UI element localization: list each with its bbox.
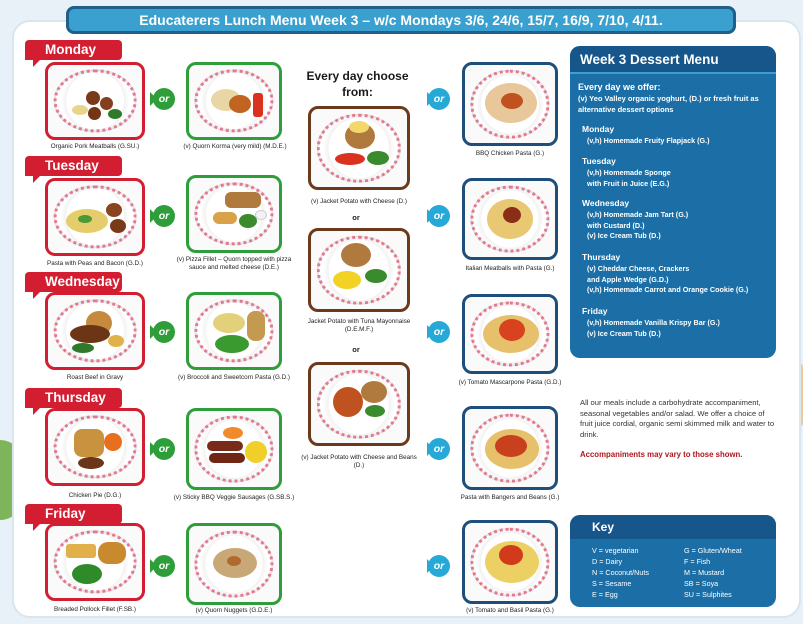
key-title: Key: [570, 515, 776, 539]
meal-caption-wednesday-pasta: (v) Tomato Mascarpone Pasta (G.D.): [458, 379, 562, 386]
meal-photo-thursday-veg: [186, 408, 282, 490]
dessert-item: (v) Cheddar Cheese, Crackers and Apple Wedge (G.D.): [587, 264, 690, 284]
day-tab-thursday: Thursday: [25, 388, 122, 408]
meal-photo-tuesday-veg: [186, 175, 282, 253]
dessert-panel: [570, 46, 776, 358]
everyday-caption-3: (v) Jacket Potato with Cheese and Beans (D.): [301, 454, 417, 469]
meal-photo-friday-veg: [186, 523, 282, 605]
meal-photo-thursday-main: [45, 408, 145, 486]
meal-photo-wednesday-main: [45, 292, 145, 370]
or-badge: or: [428, 555, 450, 577]
day-tab-wednesday: Wednesday: [25, 272, 122, 292]
dessert-day-tuesday: Tuesday: [582, 156, 616, 166]
meal-caption-monday-main: Organic Pork Meatballs (G.SU.): [50, 143, 140, 150]
meal-caption-monday-veg: (v) Quorn Korma (very mild) (M.D.E.): [183, 143, 287, 150]
day-tab-tuesday: Tuesday: [25, 156, 122, 176]
dessert-title: Week 3 Dessert Menu: [570, 46, 776, 74]
dessert-item: (v,h) Homemade Sponge with Fruit in Juice (E.G.): [587, 168, 671, 188]
key-item: G = Gluten/Wheat: [684, 546, 742, 555]
dessert-everyday-text: (v) Yeo Valley organic yoghurt, (D.) or fresh fruit as alternative dessert options: [578, 94, 759, 114]
meal-photo-wednesday-pasta: [462, 294, 558, 374]
everyday-heading: Every day choose from:: [306, 69, 409, 99]
meal-notes: All our meals include a carbohydrate accompaniment, seasonal vegetables and/or salad. We offer a choice of fruit juice cordial, organic semi skimmed milk and water to drink.: [580, 398, 775, 439]
key-item: V = vegetarian: [592, 546, 639, 555]
meal-photo-everyday-3: [308, 362, 410, 446]
meal-caption-monday-pasta: BBQ Chicken Pasta (G.): [475, 150, 545, 157]
dessert-everyday: [578, 82, 776, 115]
meal-caption-thursday-pasta: Pasta with Bangers and Beans (G.): [460, 494, 560, 501]
key-item: D = Dairy: [592, 557, 623, 566]
everyday-caption-2: Jacket Potato with Tuna Mayonnaise (D.E.M.F.): [307, 318, 411, 333]
meal-caption-tuesday-veg: (v) Pizza Fillet – Quorn topped with pizza sauce and melted cheese (D.E.): [176, 256, 292, 271]
or-badge: or: [428, 205, 450, 227]
meal-caption-friday-pasta: (v) Tomato and Basil Pasta (G.): [466, 607, 554, 614]
meal-photo-everyday-2: [308, 228, 410, 312]
day-tab-monday: Monday: [25, 40, 122, 60]
or-badge: or: [153, 88, 175, 110]
meal-photo-wednesday-veg: [186, 292, 282, 370]
meal-caption-tuesday-main: Pasta with Peas and Bacon (G.D.): [47, 260, 143, 267]
meal-caption-wednesday-main: Roast Beef in Gravy: [66, 374, 124, 381]
meal-photo-monday-pasta: [462, 62, 558, 146]
meal-caption-tuesday-pasta: Italian Meatballs with Pasta (G.): [465, 265, 555, 272]
dessert-item: (v,h) Homemade Vanilla Krispy Bar (G.): [587, 318, 720, 327]
meal-photo-thursday-pasta: [462, 406, 558, 490]
meal-photo-friday-main: [45, 523, 145, 601]
or-badge: or: [153, 438, 175, 460]
dessert-day-wednesday: Wednesday: [582, 198, 630, 208]
or-badge: or: [428, 88, 450, 110]
dessert-item: (v,h) Homemade Fruity Flapjack (G.): [587, 136, 710, 145]
or-text: or: [352, 345, 360, 354]
meal-caption-thursday-main: Chicken Pie (D.G.): [68, 492, 122, 499]
dessert-day-monday: Monday: [582, 124, 615, 134]
dessert-item: (v) Ice Cream Tub (D.): [587, 231, 661, 240]
meal-caption-thursday-veg: (v) Sticky BBQ Veggie Sausages (G.SB.S.): [173, 494, 295, 501]
day-tab-friday: Friday: [25, 504, 122, 524]
key-item: SB = Soya: [684, 579, 719, 588]
meal-caption-friday-main: Breaded Pollock Fillet (F.SB.): [54, 606, 136, 613]
meal-photo-tuesday-pasta: [462, 178, 558, 260]
or-badge: or: [153, 205, 175, 227]
key-item: SU = Sulphites: [684, 590, 732, 599]
meal-photo-monday-main: [45, 62, 145, 140]
dessert-everyday-heading: Every day we offer:: [578, 82, 661, 92]
dessert-day-friday: Friday: [582, 306, 608, 316]
key-item: N = Coconut/Nuts: [592, 568, 649, 577]
meal-caption-friday-veg: (v) Quorn Nuggets (G.D.E.): [195, 607, 273, 614]
key-panel: [570, 515, 776, 607]
meal-photo-friday-pasta: [462, 520, 558, 604]
page-title: Educaterers Lunch Menu Week 3 – w/c Mondays 3/6, 24/6, 15/7, 16/9, 7/10, 4/11.: [66, 6, 736, 34]
or-text: or: [352, 213, 360, 222]
dessert-day-thursday: Thursday: [582, 252, 621, 262]
or-badge: or: [428, 438, 450, 460]
dessert-item: (v,h) Homemade Carrot and Orange Cookie (G.): [587, 285, 749, 294]
meal-photo-everyday-1: [308, 106, 410, 190]
meal-caption-wednesday-veg: (v) Broccoli and Sweetcorn Pasta (G.D.): [178, 374, 290, 381]
dessert-item: (v) Ice Cream Tub (D.): [587, 329, 661, 338]
key-item: M = Mustard: [684, 568, 725, 577]
meal-photo-tuesday-main: [45, 178, 145, 256]
everyday-caption-1: (v) Jacket Potato with Cheese (D.): [311, 198, 407, 205]
or-badge: or: [153, 555, 175, 577]
accompaniments-note: Accompaniments may vary to those shown.: [580, 450, 743, 459]
key-item: F = Fish: [684, 557, 711, 566]
or-badge: or: [153, 321, 175, 343]
dessert-item: (v,h) Homemade Jam Tart (G.) with Custard (D.): [587, 210, 689, 230]
or-badge: or: [428, 321, 450, 343]
meal-photo-monday-veg: [186, 62, 282, 140]
key-item: E = Egg: [592, 590, 618, 599]
key-item: S = Sesame: [592, 579, 632, 588]
